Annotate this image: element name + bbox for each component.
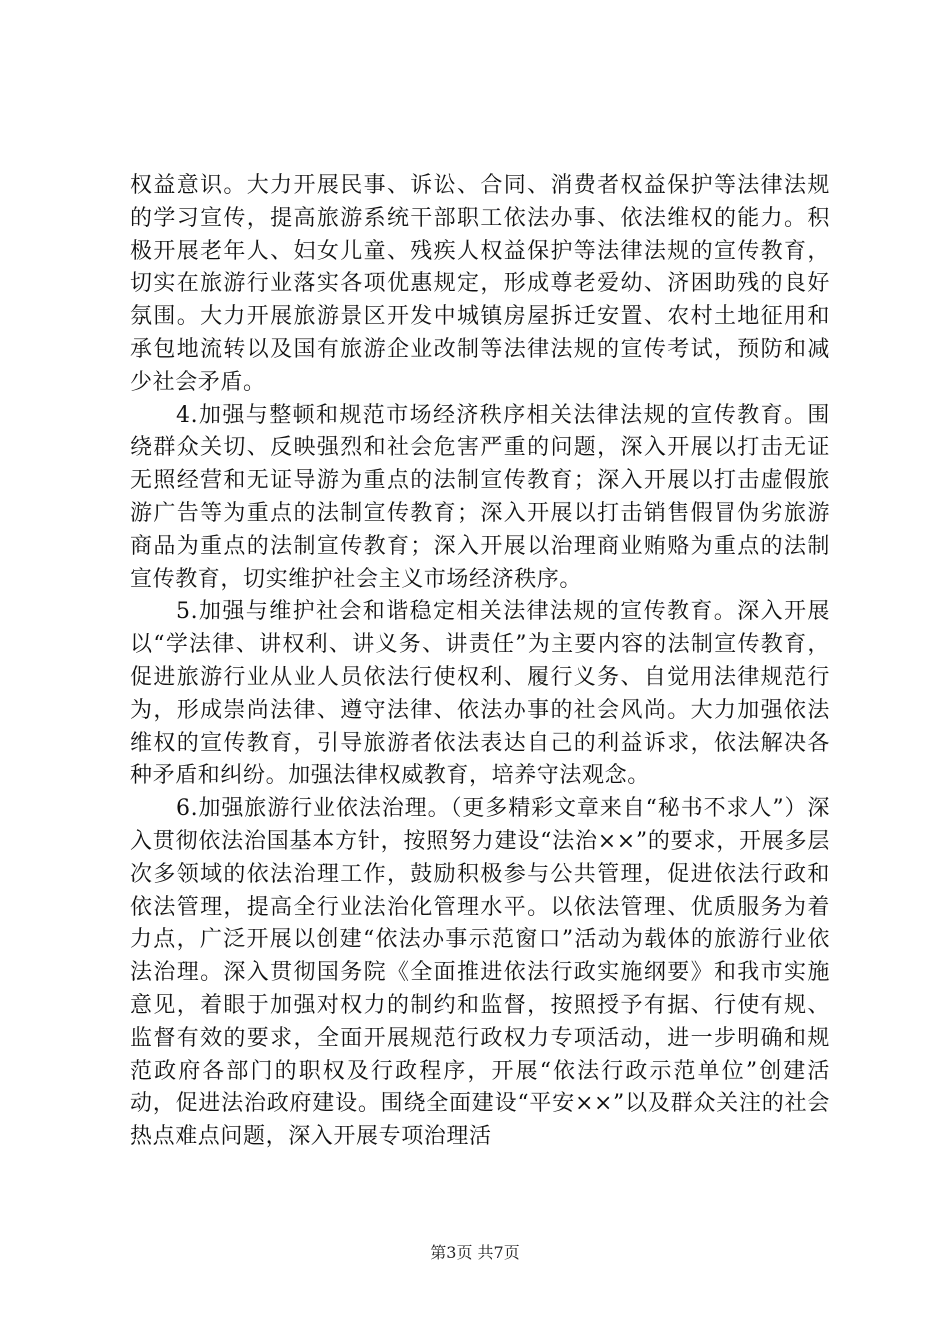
paragraph-item-6: 6.加强旅游行业依法治理。（更多精彩文章来自“秘书不求人”）深入贯彻依法治国基本方针，按照努力建设“法治××”的要求，开展多层次多领域的依法治理工作，鼓励积极参与公共管理，促进依法行政和依法管理，提高全行业法治化管理水平。以依法管理、优质服务为着力点，广泛开展以创建“依法办事示范窗口”活动为载体的旅游行业依法治理。深入贯彻国务院《全面推进依法行政实施纲要》和我市实施意见，着眼于加强对权力的制约和监督，按照授予有据、行使有规、监督有效的要求，全面开展规范行政权力专项活动，进一步明确和规范政府各部门的职权及行政程序，开展“依法行政示范单位”创建活动，促进法治政府建设。围绕全面建设“平安××”以及群众关注的社会热点难点问题，深入开展专项治理活 [130,796,830,1150]
page-footer [0,1240,950,1263]
paragraph-rights-awareness: 权益意识。大力开展民事、诉讼、合同、消费者权益保护等法律法规的学习宣传，提高旅游系统干部职工依法办事、依法维权的能力。积极开展老年人、妇女儿童、残疾人权益保护等法律法规的宣传教育，切实在旅游行业落实各项优惠规定，形成尊老爱幼、济困助残的良好氛围。大力开展旅游景区开发中城镇房屋拆迁安置、农村土地征用和承包地流转以及国有旅游企业改制等法律法规的宣传考试，预防和减少社会矛盾。 [130,173,830,395]
page-number-label: 第3页 共7页 [430,1243,520,1262]
document-body [130,170,830,1154]
paragraph-item-4: 4.加强与整顿和规范市场经济秩序相关法律法规的宣传教育。围绕群众关切、反映强烈和社会危害严重的问题，深入开展以打击无证无照经营和无证导游为重点的法制宣传教育；深入开展以打击虚假旅游广告等为重点的法制宣传教育；深入开展以打击销售假冒伪劣旅游商品为重点的法制宣传教育；深入开展以治理商业贿赂为重点的法制宣传教育，切实维护社会主义市场经济秩序。 [130,402,830,592]
paragraph-item-5: 5.加强与维护社会和谐稳定相关法律法规的宣传教育。深入开展以“学法律、讲权利、讲义务、讲责任”为主要内容的法制宣传教育，促进旅游行业从业人员依法行使权利、履行义务、自觉用法律规范行为，形成崇尚法律、遵守法律、依法办事的社会风尚。大力加强依法维权的宣传教育，引导旅游者依法表达自己的利益诉求，依法解决各种矛盾和纠纷。加强法律权威教育，培养守法观念。 [130,599,830,789]
